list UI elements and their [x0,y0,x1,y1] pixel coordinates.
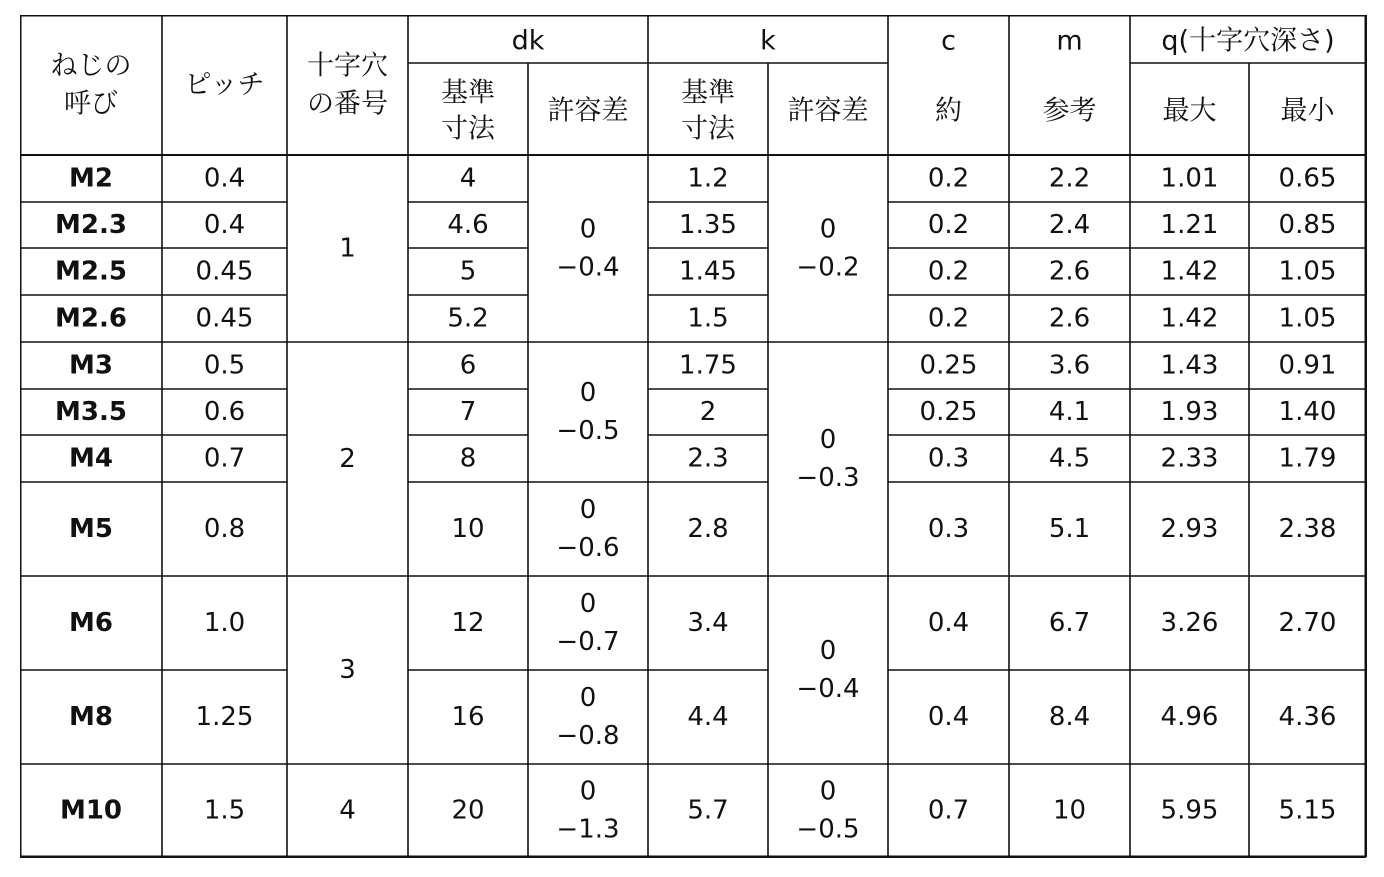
cell-m: 2.6 [1048,256,1091,287]
cell-dk: 5.2 [447,303,489,334]
cell-q-max: 2.93 [1160,514,1219,544]
header-basic-dimension: 基準 [441,77,495,109]
cell-m: 2.4 [1048,210,1091,240]
cell-q-max: 1.21 [1160,210,1219,240]
header-max: 最大 [1162,95,1217,127]
cell-pitch: 0.4 [203,210,246,240]
cell-m: 5.1 [1048,514,1091,544]
cell-tolerance-lower: −0.5 [796,814,860,845]
cell-q-min: 5.15 [1278,795,1337,826]
cell-dk: 7 [459,397,477,427]
header-c: c [941,25,956,57]
cell-recess-number: 4 [339,795,356,826]
cell-m: 2.2 [1048,163,1091,194]
cell-m: 6.7 [1048,608,1091,638]
cell-k: 3.4 [687,608,729,638]
cell-c: 0.7 [927,795,970,826]
cell-k: 4.4 [687,702,729,732]
cell-tolerance-lower: −0.5 [556,416,620,446]
header-q: q(十字穴深さ) [1161,25,1335,57]
cell-pitch: 1.0 [203,608,246,638]
cell-pitch: 0.8 [203,514,246,544]
cell-dk: 5 [459,256,477,287]
cell-q-min: 1.05 [1278,303,1337,334]
cell-q-min: 1.79 [1278,443,1337,474]
cell-tolerance-upper: 0 [579,495,597,525]
cell-size: M5 [69,514,113,544]
cell-size: M2.6 [55,303,127,334]
cell-size: M2.5 [55,256,127,287]
cell-c: 0.25 [919,350,978,381]
cell-c: 0.3 [927,443,970,474]
header-tolerance: 許容差 [787,95,869,127]
cell-dk: 12 [451,608,485,638]
cell-c: 0.2 [927,163,970,194]
cell-tolerance-upper: 0 [579,683,597,713]
cell-pitch: 0.45 [195,303,254,334]
cell-m: 10 [1052,795,1087,826]
cell-q-max: 2.33 [1160,443,1219,474]
cell-q-min: 2.70 [1278,608,1337,638]
cell-q-max: 1.93 [1160,397,1219,427]
cell-m: 3.6 [1048,350,1091,381]
cell-dk: 6 [459,350,477,381]
cell-tolerance-upper: 0 [579,214,597,245]
cell-pitch: 0.4 [203,163,246,194]
cell-size: M6 [69,608,113,638]
cell-tolerance-upper: 0 [819,425,837,455]
header-tolerance: 許容差 [547,95,629,127]
cell-tolerance-lower: −0.8 [556,721,620,751]
cell-size: M4 [69,443,113,474]
cell-q-min: 2.38 [1278,514,1337,544]
header-basic-dimension: 基準 [681,77,735,109]
cell-q-min: 0.65 [1278,163,1337,194]
cell-k: 2.8 [687,514,729,544]
header-size: 呼び [64,88,118,120]
cell-q-max: 1.42 [1160,256,1219,287]
cell-q-max: 3.26 [1160,608,1219,638]
cell-m: 4.5 [1048,443,1091,474]
cell-k: 1.2 [687,163,729,194]
cell-tolerance-upper: 0 [819,636,837,666]
cell-dk: 16 [451,702,485,732]
screw-dimension-table [20,15,1367,858]
cell-tolerance-lower: −0.7 [556,627,620,657]
cell-tolerance-lower: −0.4 [796,674,860,704]
header-recess-number: の番号 [307,88,388,120]
cell-c: 0.25 [919,397,978,427]
cell-k: 1.5 [687,303,729,334]
cell-q-min: 0.85 [1278,210,1337,240]
cell-c: 0.2 [927,303,970,334]
cell-k: 2 [699,397,717,427]
cell-m: 2.6 [1048,303,1091,334]
table-body [55,164,1336,845]
cell-c: 0.4 [927,702,970,732]
cell-k: 1.35 [679,210,737,240]
cell-tolerance-lower: −0.4 [556,252,620,283]
cell-tolerance-upper: 0 [819,776,837,807]
cell-q-min: 0.91 [1278,350,1337,381]
cell-pitch: 0.5 [203,350,246,381]
header-basic-dimension: 寸法 [681,113,735,145]
cell-q-max: 5.95 [1160,795,1219,826]
cell-recess-number: 3 [339,655,356,685]
cell-c: 0.3 [927,514,970,544]
cell-c: 0.4 [927,608,970,638]
cell-dk: 8 [459,443,477,474]
cell-m: 4.1 [1048,397,1091,427]
cell-q-max: 1.01 [1160,163,1219,194]
cell-q-max: 1.43 [1160,350,1219,381]
cell-pitch: 1.5 [203,795,246,826]
cell-tolerance-upper: 0 [579,378,597,408]
header-approx: 約 [935,95,962,127]
header-basic-dimension: 寸法 [441,113,495,145]
cell-dk: 4.6 [447,210,489,240]
header-m: m [1056,25,1083,57]
header-reference: 参考 [1042,95,1097,127]
cell-size: M10 [59,795,123,826]
cell-size: M8 [69,702,113,732]
cell-size: M3 [69,350,113,381]
cell-tolerance-lower: −0.3 [796,463,860,493]
cell-tolerance-lower: −0.6 [556,533,620,563]
cell-dk: 10 [451,514,485,544]
header-k: k [760,25,776,57]
cell-recess-number: 1 [339,233,356,264]
cell-size: M2 [69,163,113,194]
cell-c: 0.2 [927,256,970,287]
cell-tolerance-upper: 0 [819,214,837,245]
cell-k: 1.75 [679,350,737,381]
cell-tolerance-upper: 0 [579,776,597,807]
cell-tolerance-upper: 0 [579,589,597,619]
cell-q-min: 1.05 [1278,256,1337,287]
cell-q-min: 4.36 [1278,702,1337,732]
cell-q-min: 1.40 [1278,397,1337,427]
header-dk: dk [511,25,545,57]
cell-pitch: 0.6 [203,397,246,427]
cell-c: 0.2 [927,210,970,240]
cell-k: 2.3 [687,443,729,474]
cell-dk: 20 [451,795,485,826]
header-pitch: ピッチ [184,69,265,101]
cell-recess-number: 2 [339,444,356,474]
cell-k: 1.45 [679,256,737,287]
cell-k: 5.7 [687,795,729,826]
table-header [51,26,1336,145]
cell-size: M2.3 [55,210,127,240]
cell-pitch: 0.45 [195,256,254,287]
cell-pitch: 1.25 [195,702,254,732]
cell-dk: 4 [459,163,477,194]
cell-m: 8.4 [1048,702,1091,732]
header-min: 最小 [1280,95,1335,127]
cell-tolerance-lower: −1.3 [556,814,620,845]
header-recess-number: 十字穴 [307,50,388,82]
header-size: ねじの [50,50,132,82]
cell-q-max: 4.96 [1160,702,1219,732]
cell-size: M3.5 [55,397,127,427]
cell-tolerance-lower: −0.2 [796,252,860,283]
cell-q-max: 1.42 [1160,303,1219,334]
cell-pitch: 0.7 [203,443,246,474]
